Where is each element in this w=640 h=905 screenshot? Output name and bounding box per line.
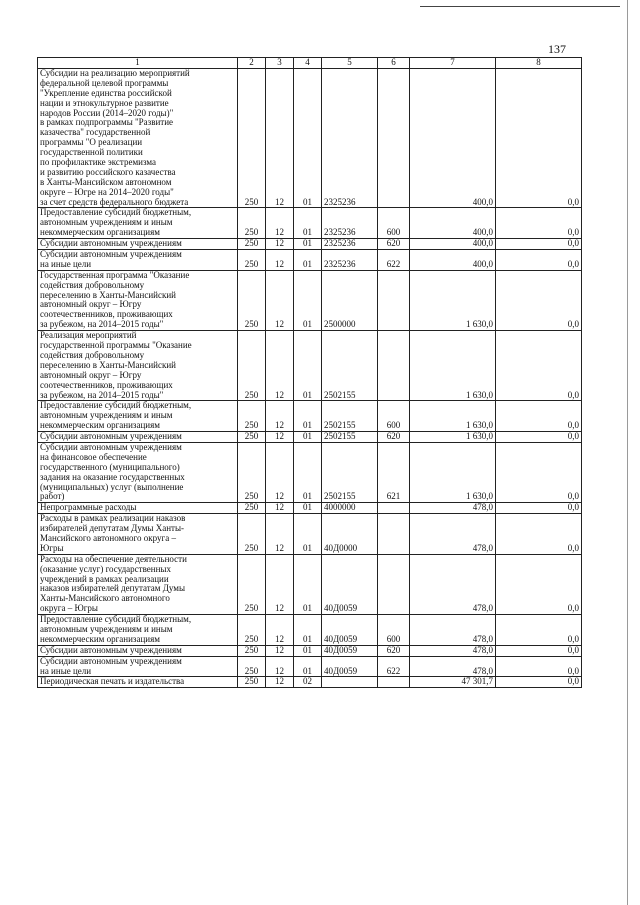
ministry-code-cell: 250: [238, 677, 266, 688]
target-article-cell: 40Д0059: [322, 615, 378, 646]
row-name-cell: Субсидии на реализацию мероприятий федеральной целевой программы "Укрепление единства российской нации и этнокультурное развитие народов России (2014–2020 годы)" в рамках подпрограммы "Развитие казачества" государственной программы "О реализации государственной политики по профилактике экстремизма и развитию российского казачества в Ханты-Мансийском автономном округе – Югре на 2014–2020 годы" за счет средств федерального бюджета: [38, 69, 238, 208]
target-article-cell: 40Д0059: [322, 645, 378, 656]
subsection-cell: 01: [294, 69, 322, 208]
section-cell: 12: [266, 677, 294, 688]
subsection-cell: 01: [294, 270, 322, 330]
ministry-code-cell: 250: [238, 514, 266, 555]
section-cell: 12: [266, 239, 294, 250]
page-number: 137: [548, 42, 566, 56]
table-row: [38, 432, 582, 443]
ministry-code-cell: 250: [238, 208, 266, 239]
expense-type-cell: 620: [378, 432, 410, 443]
target-article-cell: [322, 677, 378, 688]
table-row: [38, 442, 582, 502]
ministry-code-cell: 250: [238, 401, 266, 432]
amount-cell: 478,0: [410, 645, 496, 656]
section-cell: 12: [266, 503, 294, 514]
subsection-cell: 02: [294, 677, 322, 688]
expense-type-cell: [378, 270, 410, 330]
amount-cell: 1 630,0: [410, 331, 496, 401]
subsection-cell: 01: [294, 514, 322, 555]
target-article-cell: 2502155: [322, 331, 378, 401]
target-article-cell: 40Д0059: [322, 554, 378, 614]
amount-cell: 478,0: [410, 554, 496, 614]
expense-type-cell: 620: [378, 645, 410, 656]
amount-extra-cell: 0,0: [496, 645, 582, 656]
amount-cell: 1 630,0: [410, 270, 496, 330]
section-cell: 12: [266, 514, 294, 555]
table-row: [38, 331, 582, 401]
amount-cell: 1 630,0: [410, 401, 496, 432]
section-cell: 12: [266, 401, 294, 432]
table-row: [38, 656, 582, 677]
expense-type-cell: [378, 514, 410, 555]
amount-cell: 400,0: [410, 250, 496, 271]
table-row: [38, 554, 582, 614]
ministry-code-cell: 250: [238, 656, 266, 677]
amount-cell: 1 630,0: [410, 432, 496, 443]
amount-extra-cell: 0,0: [496, 442, 582, 502]
budget-table: [37, 57, 582, 688]
ministry-code-cell: 250: [238, 250, 266, 271]
subsection-cell: 01: [294, 503, 322, 514]
amount-extra-cell: 0,0: [496, 514, 582, 555]
subsection-cell: 01: [294, 331, 322, 401]
table-row: [38, 208, 582, 239]
expense-type-cell: 620: [378, 239, 410, 250]
ministry-code-cell: 250: [238, 69, 266, 208]
amount-cell: 1 630,0: [410, 442, 496, 502]
amount-cell: 478,0: [410, 503, 496, 514]
subsection-cell: 01: [294, 615, 322, 646]
amount-extra-cell: 0,0: [496, 615, 582, 646]
table-row: [38, 503, 582, 514]
column-header-5: 5: [322, 58, 378, 69]
target-article-cell: 40Д0059: [322, 656, 378, 677]
subsection-cell: 01: [294, 250, 322, 271]
row-name-cell: Предоставление субсидий бюджетным, автономным учреждениям и иным некоммерческим организациям: [38, 615, 238, 646]
subsection-cell: 01: [294, 239, 322, 250]
subsection-cell: 01: [294, 401, 322, 432]
column-header-6: 6: [378, 58, 410, 69]
row-name-cell: Предоставление субсидий бюджетным, автономным учреждениям и иным некоммерческим организациям: [38, 401, 238, 432]
target-article-cell: 4000000: [322, 503, 378, 514]
target-article-cell: 2502155: [322, 442, 378, 502]
expense-type-cell: 622: [378, 656, 410, 677]
section-cell: 12: [266, 554, 294, 614]
section-cell: 12: [266, 615, 294, 646]
ministry-code-cell: 250: [238, 432, 266, 443]
subsection-cell: 01: [294, 656, 322, 677]
amount-cell: 478,0: [410, 615, 496, 646]
amount-cell: 478,0: [410, 514, 496, 555]
expense-type-cell: [378, 677, 410, 688]
target-article-cell: 2502155: [322, 432, 378, 443]
row-name-cell: Расходы на обеспечение деятельности (оказание услуг) государственных учреждений в рамках реализации наказов избирателей депутатам Думы Ханты-Мансийского автономного округа – Югры: [38, 554, 238, 614]
subsection-cell: 01: [294, 554, 322, 614]
table-body: [38, 69, 582, 688]
row-name-cell: Предоставление субсидий бюджетным, автономным учреждениям и иным некоммерческим организациям: [38, 208, 238, 239]
target-article-cell: 2500000: [322, 270, 378, 330]
subsection-cell: 01: [294, 442, 322, 502]
expense-type-cell: [378, 331, 410, 401]
amount-cell: 478,0: [410, 656, 496, 677]
amount-extra-cell: 0,0: [496, 554, 582, 614]
table-row: [38, 677, 582, 688]
section-cell: 12: [266, 645, 294, 656]
row-name-cell: Субсидии автономным учреждениям на иные цели: [38, 250, 238, 271]
amount-extra-cell: 0,0: [496, 401, 582, 432]
row-name-cell: Расходы в рамках реализации наказов избирателей депутатам Думы Ханты- Мансийского автономного округа – Югры: [38, 514, 238, 555]
target-article-cell: 2325236: [322, 69, 378, 208]
column-header-3: 3: [266, 58, 294, 69]
row-name-cell: Государственная программа "Оказание содействия добровольному переселению в Ханты-Мансийский автономный округ – Югру соотечественников, проживающих за рубежом, на 2014–2015 годы": [38, 270, 238, 330]
column-header-2: 2: [238, 58, 266, 69]
table-row: [38, 401, 582, 432]
section-cell: 12: [266, 432, 294, 443]
scan-line-right: [627, 0, 628, 905]
row-name-cell: Реализация мероприятий государственной программы "Оказание содействия добровольному переселению в Ханты-Мансийский автономный округ – Югру соотечественников, проживающих за рубежом, на 2014–2015 годы": [38, 331, 238, 401]
column-header-1: 1: [38, 58, 238, 69]
ministry-code-cell: 250: [238, 270, 266, 330]
table-row: [38, 270, 582, 330]
target-article-cell: 2325236: [322, 208, 378, 239]
subsection-cell: 01: [294, 208, 322, 239]
amount-cell: 400,0: [410, 208, 496, 239]
column-number-row: [38, 58, 582, 69]
table-row: [38, 615, 582, 646]
table-row: [38, 250, 582, 271]
amount-extra-cell: 0,0: [496, 656, 582, 677]
target-article-cell: 2325236: [322, 239, 378, 250]
expense-type-cell: [378, 554, 410, 614]
row-name-cell: Непрограммные расходы: [38, 503, 238, 514]
row-name-cell: Субсидии автономным учреждениям на иные цели: [38, 656, 238, 677]
expense-type-cell: 622: [378, 250, 410, 271]
ministry-code-cell: 250: [238, 239, 266, 250]
amount-extra-cell: 0,0: [496, 250, 582, 271]
ministry-code-cell: 250: [238, 554, 266, 614]
section-cell: 12: [266, 331, 294, 401]
expense-type-cell: [378, 503, 410, 514]
column-header-4: 4: [294, 58, 322, 69]
row-name-cell: Субсидии автономным учреждениям: [38, 432, 238, 443]
ministry-code-cell: 250: [238, 645, 266, 656]
section-cell: 12: [266, 656, 294, 677]
column-header-7: 7: [410, 58, 496, 69]
target-article-cell: 40Д0000: [322, 514, 378, 555]
amount-extra-cell: 0,0: [496, 208, 582, 239]
target-article-cell: 2325236: [322, 250, 378, 271]
section-cell: 12: [266, 208, 294, 239]
section-cell: 12: [266, 69, 294, 208]
subsection-cell: 01: [294, 645, 322, 656]
expense-type-cell: 621: [378, 442, 410, 502]
amount-extra-cell: 0,0: [496, 503, 582, 514]
row-name-cell: Периодическая печать и издательства: [38, 677, 238, 688]
table-row: [38, 239, 582, 250]
table-row: [38, 69, 582, 208]
amount-extra-cell: 0,0: [496, 270, 582, 330]
ministry-code-cell: 250: [238, 615, 266, 646]
amount-extra-cell: 0,0: [496, 677, 582, 688]
scan-line-top: [420, 6, 620, 7]
ministry-code-cell: 250: [238, 442, 266, 502]
amount-cell: 400,0: [410, 239, 496, 250]
target-article-cell: 2502155: [322, 401, 378, 432]
column-header-8: 8: [496, 58, 582, 69]
section-cell: 12: [266, 250, 294, 271]
section-cell: 12: [266, 270, 294, 330]
amount-extra-cell: 0,0: [496, 239, 582, 250]
amount-cell: 400,0: [410, 69, 496, 208]
amount-extra-cell: 0,0: [496, 69, 582, 208]
expense-type-cell: 600: [378, 615, 410, 646]
amount-extra-cell: 0,0: [496, 331, 582, 401]
expense-type-cell: [378, 69, 410, 208]
ministry-code-cell: 250: [238, 331, 266, 401]
row-name-cell: Субсидии автономным учреждениям на финансовое обеспечение государственного (муниципального) задания на оказание государственных (муниципальных) услуг (выполнение работ): [38, 442, 238, 502]
expense-type-cell: 600: [378, 401, 410, 432]
row-name-cell: Субсидии автономным учреждениям: [38, 645, 238, 656]
ministry-code-cell: 250: [238, 503, 266, 514]
section-cell: 12: [266, 442, 294, 502]
amount-cell: 47 301,7: [410, 677, 496, 688]
table-row: [38, 645, 582, 656]
row-name-cell: Субсидии автономным учреждениям: [38, 239, 238, 250]
subsection-cell: 01: [294, 432, 322, 443]
amount-extra-cell: 0,0: [496, 432, 582, 443]
table-row: [38, 514, 582, 555]
expense-type-cell: 600: [378, 208, 410, 239]
